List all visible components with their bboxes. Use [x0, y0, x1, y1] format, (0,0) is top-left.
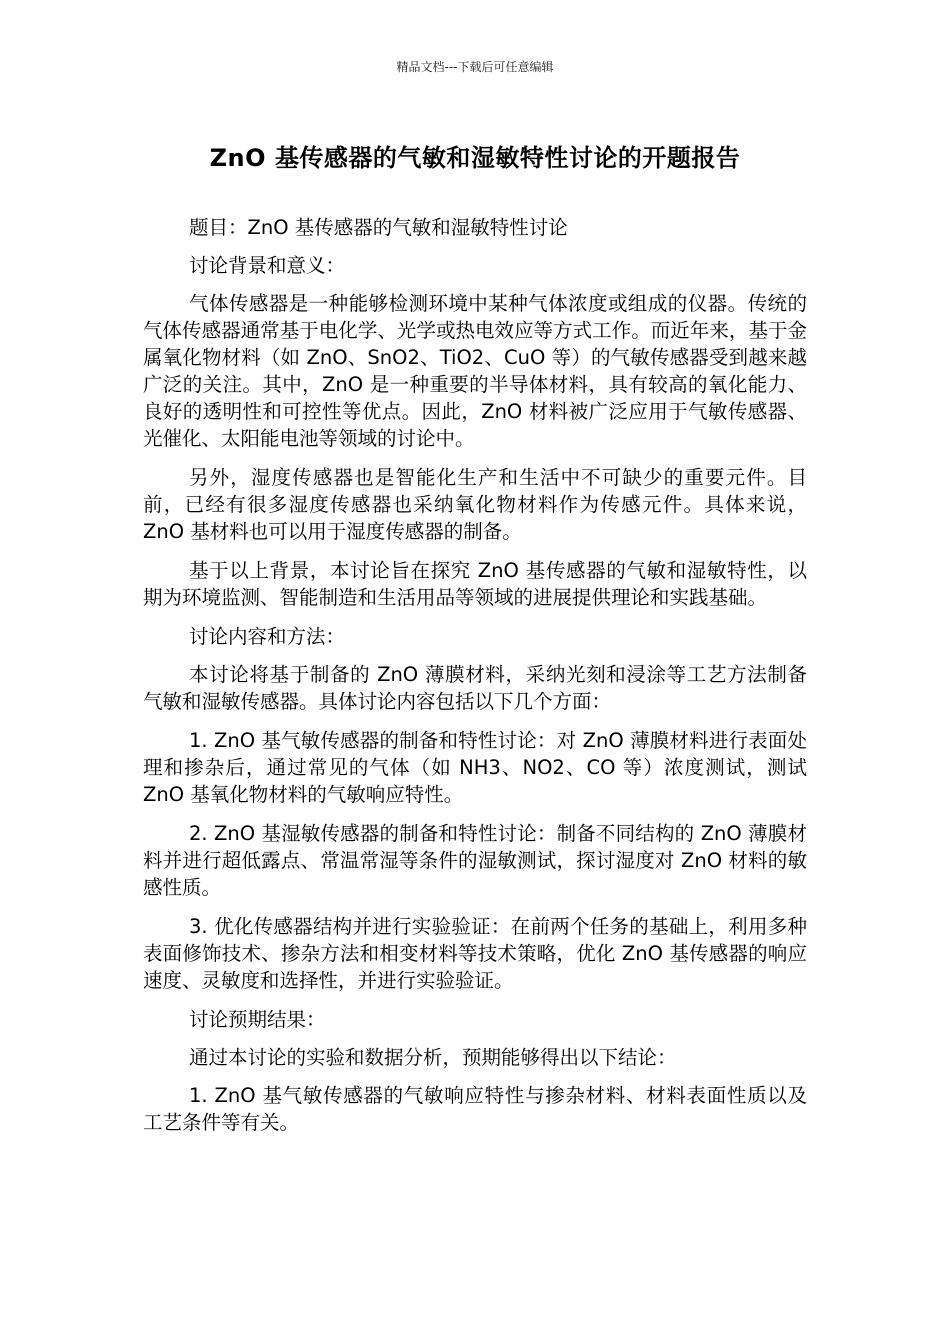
section-heading-background: 讨论背景和意义：	[189, 254, 346, 277]
paragraph-humidity-sensor-background: 另外，湿度传感器也是智能化生产和生活中不可缺少的重要元件。目前，已经有很多湿度传感器也采纳氧化物材料作为传感元件。具体来说，ZnO 基材料也可以用于湿度传感器的制备。	[143, 466, 807, 543]
header-note: 精品文档---下载后可任意编辑	[396, 60, 554, 74]
list-item-expected-result-1: 1. ZnO 基气敏传感器的气敏响应特性与掺杂材料、材料表面性质以及工艺条件等有关。	[143, 1084, 807, 1134]
topic-line: 题目：ZnO 基传感器的气敏和湿敏特性讨论	[189, 216, 568, 239]
list-item-optimization: 3. 优化传感器结构并进行实验验证：在前两个任务的基础上，利用多种表面修饰技术、掺杂方法和相变材料等技术策略，优化 ZnO 基传感器的响应速度、灵敏度和选择性，并进行实验验证。	[143, 915, 807, 992]
document-title: ZnO 基传感器的气敏和湿敏特性讨论的开题报告	[209, 144, 741, 172]
paragraph-gas-sensor-background: 气体传感器是一种能够检测环境中某种气体浓度或组成的仪器。传统的气体传感器通常基于电化学、光学或热电效应等方式工作。而近年来，基于金属氧化物材料（如 ZnO、SnO2、TiO2、CuO 等）的气敏传感器受到越来越广泛的关注。其中，ZnO 是一种重要的半导体材料，具有较高的氧化能力、良好的透明性和可控性等优点。因此，ZnO 材料被广泛应用于气敏传感器、光催化、太阳能电池等领域的讨论中。	[143, 292, 807, 450]
section-heading-expected-results: 讨论预期结果：	[189, 1008, 326, 1031]
paragraph-methods-intro: 本讨论将基于制备的 ZnO 薄膜材料，采纳光刻和浸涂等工艺方法制备气敏和湿敏传感器。具体讨论内容包括以下几个方面：	[143, 663, 807, 713]
list-item-gas-sensor: 1. ZnO 基气敏传感器的制备和特性讨论：对 ZnO 薄膜材料进行表面处理和掺杂后，通过常见的气体（如 NH3、NO2、CO 等）浓度测试，测试 ZnO 基氧化物材料的气敏响应特性。	[143, 729, 807, 806]
paragraph-expected-intro: 通过本讨论的实验和数据分析，预期能够得出以下结论：	[189, 1046, 677, 1069]
paragraph-research-purpose: 基于以上背景，本讨论旨在探究 ZnO 基传感器的气敏和湿敏特性，以期为环境监测、智能制造和生活用品等领域的进展提供理论和实践基础。	[143, 559, 807, 609]
section-heading-content-methods: 讨论内容和方法：	[189, 625, 346, 648]
document-body	[143, 214, 807, 1148]
list-item-humidity-sensor: 2. ZnO 基湿敏传感器的制备和特性讨论：制备不同结构的 ZnO 薄膜材料并进行超低露点、常温常湿等条件的湿敏测试，探讨湿度对 ZnO 材料的敏感性质。	[143, 822, 807, 899]
